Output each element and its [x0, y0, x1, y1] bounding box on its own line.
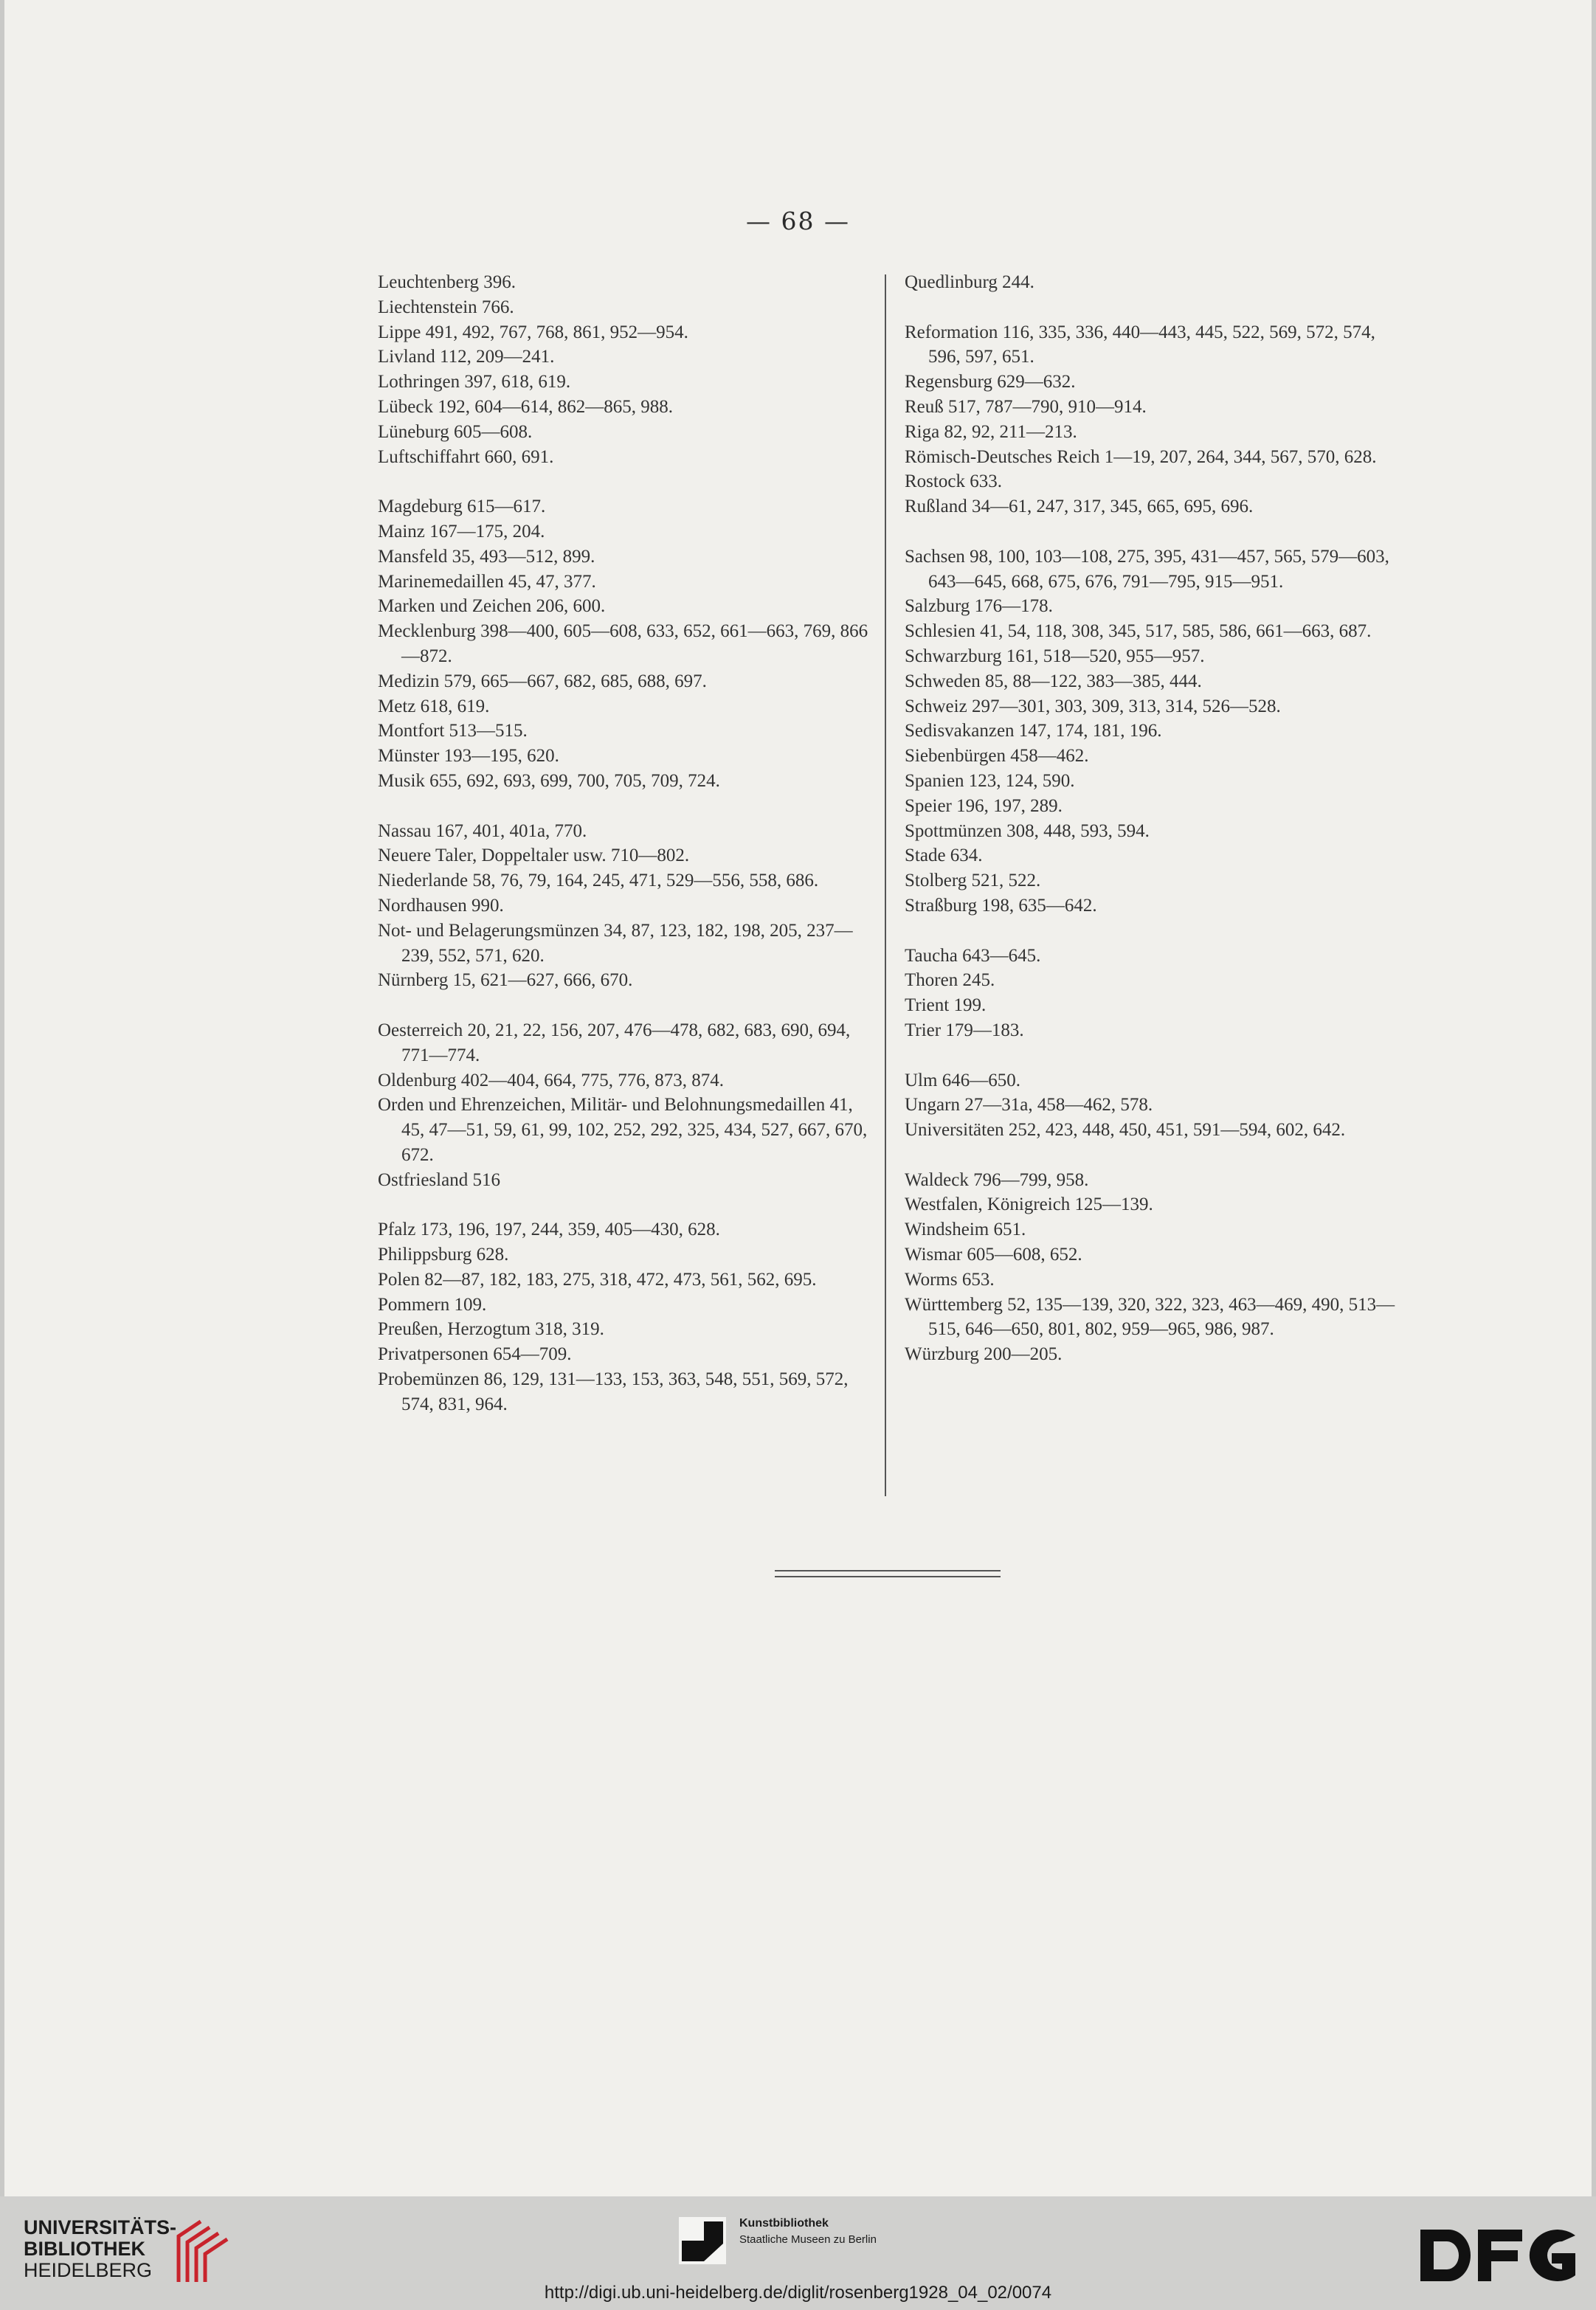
- index-right-entry: Ungarn 27—31a, 458—462, 578.: [905, 1095, 1153, 1116]
- index-left-entry: Neuere Taler, Doppeltaler usw. 710—802.: [378, 845, 690, 866]
- index-right-entry: Waldeck 796—799, 958.: [905, 1169, 1089, 1190]
- index-left-entry: Luftschiffahrt 660, 691.: [378, 446, 554, 467]
- index-left-entry: Münster 193—195, 620.: [378, 746, 559, 767]
- index-left-entry: Orden und Ehrenzeichen, Militär- und Belohnungsmedaillen 41, 45, 47—51, 59, 61, 99, 102, 252, 292, 325, 434, 527, 667, 670, 672.: [378, 1095, 868, 1165]
- university-library-logo[interactable]: [24, 2217, 245, 2291]
- index-left-entry: Preußen, Herzogtum 318, 319.: [378, 1319, 604, 1340]
- index-left-entry: Pfalz 173, 196, 197, 244, 359, 405—430, 628.: [378, 1220, 720, 1240]
- index-left-entry: Livland 112, 209—241.: [378, 347, 555, 367]
- index-right-entry: Westfalen, Königreich 125—139.: [905, 1194, 1153, 1215]
- index-right-entry: Thoren 245.: [905, 970, 995, 991]
- kunstbibliothek-emblem-icon: [679, 2217, 726, 2264]
- index-right-entry: Schlesien 41, 54, 118, 308, 345, 517, 585, 586, 661—663, 687.: [905, 621, 1372, 642]
- section-gap: [378, 993, 874, 1018]
- index-left-entry: Niederlande 58, 76, 79, 164, 245, 471, 529—556, 558, 686.: [378, 871, 819, 891]
- index-left-entry: Oldenburg 402—404, 664, 775, 776, 873, 874.: [378, 1070, 724, 1090]
- index-right-entry: Wismar 605—608, 652.: [905, 1245, 1082, 1265]
- index-right-entry: Sedisvakanzen 147, 174, 181, 196.: [905, 721, 1162, 741]
- index-left-entry: Nassau 167, 401, 401a, 770.: [378, 820, 587, 841]
- index-right-entry: Rostock 633.: [905, 471, 1002, 492]
- index-right-entry: Riga 82, 92, 211—213.: [905, 421, 1077, 442]
- index-right-entry: Schwarzburg 161, 518—520, 955—957.: [905, 646, 1205, 666]
- kunstbibliothek-subtitle: Staatliche Museen zu Berlin: [739, 2233, 877, 2246]
- index-left-entry: Lüneburg 605—608.: [378, 421, 533, 442]
- index-left-entry: Mecklenburg 398—400, 605—608, 633, 652, 661—663, 769, 866—872.: [378, 621, 868, 666]
- index-right-entry: Salzburg 176—178.: [905, 596, 1053, 617]
- index-left-entry: Not- und Belagerungsmünzen 34, 87, 123, 182, 198, 205, 237—239, 552, 571, 620.: [378, 920, 853, 966]
- index-left-entry: Oesterreich 20, 21, 22, 156, 207, 476—478, 682, 683, 690, 694, 771—774.: [378, 1020, 851, 1065]
- index-left-entry: Mainz 167—175, 204.: [378, 521, 545, 542]
- index-right-entry: Windsheim 651.: [905, 1220, 1026, 1240]
- index-right-entry: Römisch-Deutsches Reich 1—19, 207, 264, 344, 567, 570, 628.: [905, 446, 1377, 467]
- section-gap: [905, 295, 1399, 320]
- index-right-entry: Speier 196, 197, 289.: [905, 795, 1063, 816]
- index-right-entry: Stolberg 521, 522.: [905, 871, 1041, 891]
- index-right-entry: Sachsen 98, 100, 103—108, 275, 395, 431—457, 565, 579—603, 643—645, 668, 675, 676, 791—795, 915—951.: [905, 546, 1389, 592]
- section-gap: [905, 1043, 1399, 1068]
- index-left-entry: Mansfeld 35, 493—512, 899.: [378, 546, 595, 567]
- index-right-entry: Stade 634.: [905, 845, 983, 866]
- index-right-entry: Würzburg 200—205.: [905, 1344, 1063, 1365]
- section-gap: [378, 794, 874, 819]
- kunstbibliothek-title: Kunstbibliothek: [739, 2217, 829, 2230]
- footer-url-link[interactable]: http://digi.ub.uni-heidelberg.de/diglit/rosenberg1928_04_02/0074: [544, 2283, 1052, 2303]
- index-left-entry: Nordhausen 990.: [378, 895, 504, 916]
- index-left-entry: Musik 655, 692, 693, 699, 700, 705, 709, 724.: [378, 770, 720, 791]
- index-right-entry: Ulm 646—650.: [905, 1070, 1020, 1090]
- index-column-left: [378, 270, 874, 1417]
- index-right-entry: Siebenbürgen 458—462.: [905, 746, 1089, 767]
- ub-logo-line2: BIBLIOTHEK: [24, 2238, 145, 2260]
- index-left-entry: Montfort 513—515.: [378, 721, 528, 741]
- index-right-entry: Worms 653.: [905, 1269, 995, 1290]
- index-right-entry: Schweiz 297—301, 303, 309, 313, 314, 526—528.: [905, 696, 1281, 716]
- index-left-entry: Nürnberg 15, 621—627, 666, 670.: [378, 970, 633, 991]
- index-left-entry: Probemünzen 86, 129, 131—133, 153, 363, 548, 551, 569, 572, 574, 831, 964.: [378, 1369, 849, 1414]
- end-double-rule: [775, 1570, 1001, 1577]
- index-right-entry: Straßburg 198, 635—642.: [905, 895, 1097, 916]
- dfg-logo[interactable]: [1420, 2230, 1575, 2281]
- column-divider: [885, 274, 886, 1496]
- index-right-entry: Quedlinburg 244.: [905, 272, 1034, 292]
- section-gap: [378, 1192, 874, 1217]
- index-right-entry: Reuß 517, 787—790, 910—914.: [905, 396, 1147, 417]
- page-number: — 68 —: [746, 207, 850, 235]
- ub-logo-line3: HEIDELBERG: [24, 2259, 153, 2281]
- section-gap: [905, 919, 1399, 944]
- index-right-entry: Trient 199.: [905, 995, 987, 1016]
- index-left-entry: Philippsburg 628.: [378, 1245, 509, 1265]
- section-gap: [905, 1143, 1399, 1168]
- index-left-entry: Privatpersonen 654—709.: [378, 1344, 572, 1365]
- index-right-entry: Reformation 116, 335, 336, 440—443, 445, 522, 569, 572, 574, 596, 597, 651.: [905, 322, 1375, 367]
- index-right-entry: Taucha 643—645.: [905, 945, 1041, 966]
- kunstbibliothek-logo[interactable]: [679, 2217, 944, 2264]
- section-gap: [905, 519, 1399, 544]
- index-left-entry: Medizin 579, 665—667, 682, 685, 688, 697.: [378, 671, 707, 691]
- index-left-entry: Pommern 109.: [378, 1294, 487, 1315]
- ub-emblem-icon: [171, 2217, 230, 2285]
- index-left-entry: Polen 82—87, 182, 183, 275, 318, 472, 473, 561, 562, 695.: [378, 1269, 817, 1290]
- ub-logo-line1: UNIVERSITÄTS-: [24, 2216, 177, 2238]
- index-right-entry: Universitäten 252, 423, 448, 450, 451, 591—594, 602, 642.: [905, 1120, 1346, 1141]
- index-right-entry: Trier 179—183.: [905, 1020, 1024, 1040]
- section-gap: [378, 469, 874, 494]
- index-left-entry: Liechtenstein 766.: [378, 297, 514, 317]
- index-right-entry: Rußland 34—61, 247, 317, 345, 665, 695, 696.: [905, 497, 1254, 517]
- index-left-entry: Lübeck 192, 604—614, 862—865, 988.: [378, 396, 673, 417]
- index-left-entry: Metz 618, 619.: [378, 696, 490, 716]
- index-left-entry: Lippe 491, 492, 767, 768, 861, 952—954.: [378, 322, 688, 342]
- index-right-entry: Schweden 85, 88—122, 383—385, 444.: [905, 671, 1202, 691]
- index-left-entry: Magdeburg 615—617.: [378, 497, 546, 517]
- index-right-entry: Spottmünzen 308, 448, 593, 594.: [905, 820, 1150, 841]
- index-left-entry: Marken und Zeichen 206, 600.: [378, 596, 606, 617]
- index-left-entry: Leuchtenberg 396.: [378, 272, 516, 292]
- index-right-entry: Spanien 123, 124, 590.: [905, 770, 1075, 791]
- index-left-entry: Ostfriesland 516: [378, 1169, 500, 1190]
- index-right-entry: Regensburg 629—632.: [905, 372, 1076, 393]
- index-left-entry: Marinemedaillen 45, 47, 377.: [378, 571, 596, 592]
- index-column-right: [905, 270, 1399, 1367]
- index-left-entry: Lothringen 397, 618, 619.: [378, 372, 571, 393]
- index-right-entry: Württemberg 52, 135—139, 320, 322, 323, 463—469, 490, 513—515, 646—650, 801, 802, 959—965, 986, 987.: [905, 1294, 1395, 1340]
